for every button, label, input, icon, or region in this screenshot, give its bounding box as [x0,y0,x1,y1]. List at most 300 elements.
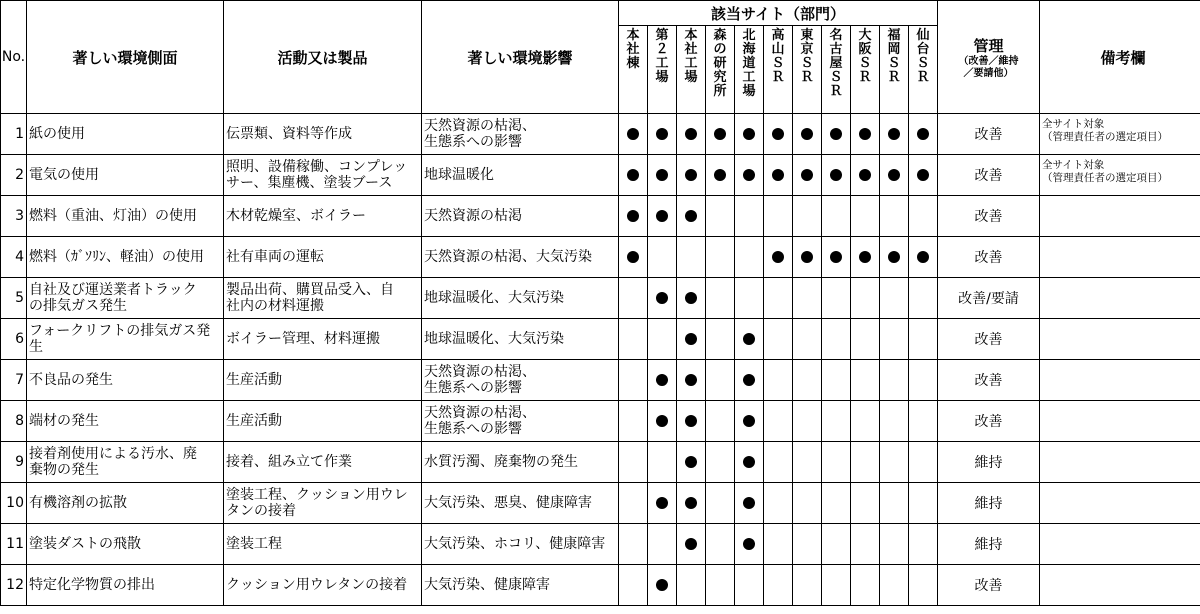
header-site-char: 工 [655,56,669,71]
site-cell [677,483,706,524]
site-cell [619,196,648,237]
header-site-char: 本 [684,28,698,43]
site-cell [851,114,880,155]
row-number: 5 [1,278,27,319]
row-number: 9 [1,442,27,483]
site-cell [677,565,706,606]
header-site-5 [764,26,793,114]
site-cell [619,565,648,606]
site-cell [851,196,880,237]
site-cell [822,155,851,196]
remarks-cell [1040,483,1200,524]
site-cell [793,360,822,401]
applicable-dot-icon [772,128,784,140]
site-cell [822,483,851,524]
header-site-char: 場 [684,70,698,85]
site-cell [880,360,909,401]
table-row [1,483,1200,524]
site-cell [648,278,677,319]
site-cell [851,442,880,483]
management-cell: 改善 [938,196,1040,237]
site-cell [880,196,909,237]
table-row [1,155,1200,196]
site-cell [648,237,677,278]
applicable-dot-icon [917,128,929,140]
site-cell [677,401,706,442]
site-cell [677,278,706,319]
applicable-dot-icon [888,169,900,181]
remarks-cell: 全サイト対象 （管理責任者の選定項目） [1040,155,1200,196]
header-site-char: 台 [916,42,930,57]
management-cell: 改善 [938,360,1040,401]
header-site-4 [735,26,764,114]
site-cell [909,565,938,606]
site-cell [822,237,851,278]
site-cell [793,442,822,483]
header-site-char: 岡 [887,42,901,57]
applicable-dot-icon [656,374,668,386]
site-cell [706,114,735,155]
site-cell [793,278,822,319]
site-cell [648,360,677,401]
site-cell [793,319,822,360]
applicable-dot-icon [714,169,726,181]
site-cell [822,442,851,483]
applicable-dot-icon [743,169,755,181]
applicable-dot-icon [685,456,697,468]
applicable-dot-icon [859,251,871,263]
site-cell [793,565,822,606]
header-site-1 [648,26,677,114]
site-cell [735,442,764,483]
header-site-10 [909,26,938,114]
site-cell [619,278,648,319]
activity-cell: 製品出荷、購買品受入、自 社内の材料運搬 [224,278,422,319]
header-site-char: の [713,42,727,57]
site-cell [909,196,938,237]
header-site-char: 社 [626,42,640,57]
header-site-char: 道 [742,56,756,71]
applicable-dot-icon [859,128,871,140]
applicable-dot-icon [627,128,639,140]
activity-cell: 照明、設備稼働、コンプレッ サー、集塵機、塗装ブース [224,155,422,196]
row-number: 6 [1,319,27,360]
aspect-cell: 不良品の発生 [27,360,224,401]
site-cell [648,319,677,360]
site-cell [735,565,764,606]
aspect-cell: フォークリフトの排気ガス発 生 [27,319,224,360]
applicable-dot-icon [917,251,929,263]
applicable-dot-icon [685,210,697,222]
applicable-dot-icon [627,210,639,222]
site-cell [648,565,677,606]
site-cell [735,278,764,319]
site-cell [706,278,735,319]
site-cell [764,483,793,524]
header-site-char: 屋 [829,56,843,71]
row-number: 4 [1,237,27,278]
activity-cell: 生産活動 [224,401,422,442]
site-cell [706,196,735,237]
remarks-cell [1040,442,1200,483]
aspect-cell: 特定化学物質の排出 [27,565,224,606]
applicable-dot-icon [685,333,697,345]
applicable-dot-icon [743,374,755,386]
site-cell [764,524,793,565]
management-cell: 改善 [938,155,1040,196]
site-cell [619,319,648,360]
management-cell: 改善 [938,319,1040,360]
applicable-dot-icon [714,128,726,140]
row-number: 11 [1,524,27,565]
site-cell [880,278,909,319]
impact-cell: 天然資源の枯渇、大気汚染 [422,237,619,278]
header-site-char: Ｒ [858,70,872,85]
site-cell [880,401,909,442]
site-cell [793,401,822,442]
site-cell [706,319,735,360]
applicable-dot-icon [685,374,697,386]
applicable-dot-icon [743,333,755,345]
applicable-dot-icon [656,169,668,181]
remarks-cell [1040,401,1200,442]
header-management-sub-2: ／要請他） [963,67,1014,79]
header-no: No. [1,1,27,114]
header-site-char: 本 [626,28,640,43]
site-cell [619,524,648,565]
row-number: 12 [1,565,27,606]
aspect-cell: 接着剤使用による汚水、廃 棄物の発生 [27,442,224,483]
applicable-dot-icon [743,538,755,550]
site-cell [909,524,938,565]
site-cell [822,114,851,155]
site-cell [764,360,793,401]
impact-cell: 大気汚染、健康障害 [422,565,619,606]
site-cell [880,319,909,360]
impact-cell: 大気汚染、悪臭、健康障害 [422,483,619,524]
header-site-char: Ｓ [858,56,872,71]
header-activity: 活動又は製品 [224,1,422,114]
site-cell [735,360,764,401]
site-cell [851,319,880,360]
management-cell: 改善/要請 [938,278,1040,319]
header-site-char: 究 [713,70,727,85]
applicable-dot-icon [627,169,639,181]
header-site-char: 高 [771,28,785,43]
activity-cell: 塗装工程、クッション用ウレ タンの接着 [224,483,422,524]
impact-cell: 水質汚濁、廃棄物の発生 [422,442,619,483]
site-cell [677,524,706,565]
site-cell [706,155,735,196]
site-cell [764,196,793,237]
header-site-8 [851,26,880,114]
site-cell [880,114,909,155]
table-row [1,278,1200,319]
site-cell [764,319,793,360]
site-cell [648,114,677,155]
row-number: 1 [1,114,27,155]
impact-cell: 大気汚染、ホコリ、健康障害 [422,524,619,565]
header-management-title: 管理 [973,36,1004,55]
site-cell [735,401,764,442]
site-cell [677,237,706,278]
header-site-char: 北 [742,28,756,43]
header-site-char: 山 [771,42,785,57]
aspect-cell: 燃料（ｶﾞｿﾘﾝ、軽油）の使用 [27,237,224,278]
header-site-char: 福 [887,28,901,43]
header-site-char: Ｓ [829,70,843,85]
header-aspect: 著しい環境側面 [27,1,224,114]
site-cell [648,442,677,483]
applicable-dot-icon [656,128,668,140]
applicable-dot-icon [685,128,697,140]
site-cell [880,155,909,196]
site-cell [619,483,648,524]
site-cell [764,565,793,606]
row-number: 10 [1,483,27,524]
site-cell [706,237,735,278]
impact-cell: 地球温暖化、大気汚染 [422,278,619,319]
site-cell [822,196,851,237]
site-cell [677,360,706,401]
activity-cell: ボイラー管理、材料運搬 [224,319,422,360]
header-site-char: Ｓ [771,56,785,71]
impact-cell: 地球温暖化、大気汚染 [422,319,619,360]
header-site-2 [677,26,706,114]
site-cell [909,360,938,401]
impact-cell: 天然資源の枯渇、 生態系への影響 [422,114,619,155]
header-site-char: 東 [800,28,814,43]
site-cell [764,442,793,483]
site-cell [822,360,851,401]
site-cell [793,114,822,155]
site-cell [822,278,851,319]
site-cell [909,114,938,155]
applicable-dot-icon [801,169,813,181]
header-site-char: 大 [858,28,872,43]
applicable-dot-icon [685,415,697,427]
site-cell [822,565,851,606]
remarks-cell [1040,196,1200,237]
site-cell [909,483,938,524]
impact-cell: 天然資源の枯渇 [422,196,619,237]
site-cell [706,401,735,442]
applicable-dot-icon [656,210,668,222]
header-site-char: 名 [829,28,843,43]
applicable-dot-icon [859,169,871,181]
site-cell [735,237,764,278]
header-site-char: 研 [713,56,727,71]
site-cell [793,155,822,196]
applicable-dot-icon [743,497,755,509]
remarks-cell: 全サイト対象 （管理責任者の選定項目） [1040,114,1200,155]
impact-cell: 天然資源の枯渇、 生態系への影響 [422,401,619,442]
row-number: 2 [1,155,27,196]
header-management-sub-1: （改善／維持 [958,55,1019,67]
site-cell [880,483,909,524]
applicable-dot-icon [685,497,697,509]
site-cell [909,442,938,483]
site-cell [619,360,648,401]
site-cell [880,442,909,483]
activity-cell: 伝票類、資料等作成 [224,114,422,155]
site-cell [851,401,880,442]
header-site-char: 工 [742,70,756,85]
site-cell [909,319,938,360]
site-cell [706,524,735,565]
site-cell [909,155,938,196]
remarks-cell [1040,565,1200,606]
site-cell [677,196,706,237]
aspect-cell: 自社及び運送業者トラック の排気ガス発生 [27,278,224,319]
site-cell [880,237,909,278]
aspect-cell: 燃料（重油、灯油）の使用 [27,196,224,237]
header-site-char: 第 [655,28,669,43]
remarks-cell [1040,278,1200,319]
header-site-char: 阪 [858,42,872,57]
management-cell: 維持 [938,483,1040,524]
site-cell [735,114,764,155]
site-cell [619,401,648,442]
table-row [1,237,1200,278]
header-site-char: 所 [713,84,727,99]
applicable-dot-icon [685,292,697,304]
header-site-char: Ｒ [771,70,785,85]
activity-cell: 接着、組み立て作業 [224,442,422,483]
site-cell [677,114,706,155]
site-cell [706,360,735,401]
site-cell [851,565,880,606]
site-cell [851,360,880,401]
row-number: 3 [1,196,27,237]
site-cell [648,483,677,524]
table-row [1,565,1200,606]
header-site-char: 棟 [626,56,640,71]
header-site-char: Ｒ [916,70,930,85]
management-cell: 改善 [938,114,1040,155]
aspect-cell: 塗装ダストの飛散 [27,524,224,565]
header-site-char: Ｓ [800,56,814,71]
site-cell [793,237,822,278]
site-cell [735,319,764,360]
header-management [938,1,1040,114]
header-site-0 [619,26,648,114]
applicable-dot-icon [830,128,842,140]
site-cell [706,442,735,483]
site-cell [706,483,735,524]
site-cell [677,319,706,360]
header-site-char: Ｒ [829,84,843,99]
site-cell [822,319,851,360]
management-cell: 改善 [938,237,1040,278]
management-cell: 改善 [938,565,1040,606]
site-cell [677,442,706,483]
table-row [1,196,1200,237]
site-cell [851,524,880,565]
site-cell [619,114,648,155]
applicable-dot-icon [743,456,755,468]
site-cell [735,196,764,237]
header-sites-group: 該当サイト（部門） [619,1,938,26]
applicable-dot-icon [627,251,639,263]
activity-cell: 社有車両の運転 [224,237,422,278]
header-site-char: 仙 [916,28,930,43]
site-cell [822,524,851,565]
site-cell [851,278,880,319]
site-cell [648,155,677,196]
header-site-char: ２ [655,42,669,57]
applicable-dot-icon [801,251,813,263]
site-cell [880,524,909,565]
applicable-dot-icon [656,292,668,304]
header-site-3 [706,26,735,114]
site-cell [735,155,764,196]
remarks-cell [1040,524,1200,565]
site-cell [648,524,677,565]
header-site-6 [793,26,822,114]
site-cell [880,565,909,606]
site-cell [764,114,793,155]
site-cell [851,483,880,524]
row-number: 8 [1,401,27,442]
table-body [1,114,1200,606]
management-cell: 改善 [938,401,1040,442]
site-cell [909,401,938,442]
site-cell [764,401,793,442]
site-cell [793,196,822,237]
site-cell [735,483,764,524]
site-cell [909,237,938,278]
site-cell [764,278,793,319]
applicable-dot-icon [743,415,755,427]
applicable-dot-icon [743,128,755,140]
site-cell [735,524,764,565]
activity-cell: クッション用ウレタンの接着 [224,565,422,606]
applicable-dot-icon [656,497,668,509]
activity-cell: 生産活動 [224,360,422,401]
table-row [1,114,1200,155]
aspect-cell: 電気の使用 [27,155,224,196]
applicable-dot-icon [656,415,668,427]
remarks-cell [1040,319,1200,360]
applicable-dot-icon [801,128,813,140]
table-row [1,524,1200,565]
aspect-cell: 端材の発生 [27,401,224,442]
applicable-dot-icon [685,169,697,181]
site-cell [619,155,648,196]
header-site-char: 京 [800,42,814,57]
table-row [1,360,1200,401]
activity-cell: 木材乾燥室、ボイラー [224,196,422,237]
site-cell [909,278,938,319]
header-site-char: 場 [742,84,756,99]
header-site-char: Ｓ [916,56,930,71]
site-cell [677,155,706,196]
site-cell [822,401,851,442]
site-cell [764,237,793,278]
site-cell [706,565,735,606]
applicable-dot-icon [685,538,697,550]
applicable-dot-icon [888,251,900,263]
site-cell [764,155,793,196]
remarks-cell [1040,237,1200,278]
site-cell [851,155,880,196]
row-number: 7 [1,360,27,401]
header-site-char: 場 [655,70,669,85]
header-site-char: 工 [684,56,698,71]
header-impact: 著しい環境影響 [422,1,619,114]
applicable-dot-icon [888,128,900,140]
